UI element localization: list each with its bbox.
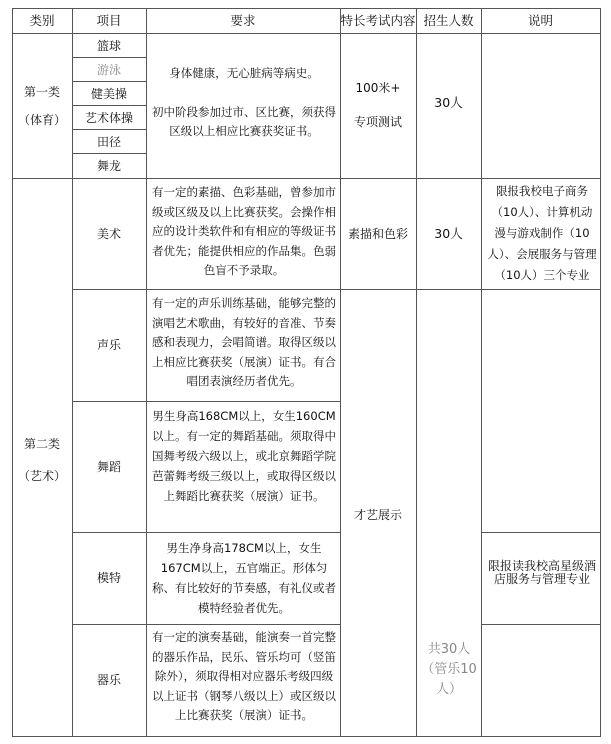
sports-item-rhythmic-gymnastics: 艺术体操 — [84, 110, 133, 125]
art-exam: 素描和色彩 — [347, 226, 408, 241]
dance-requirement: 男生身高168CM以上，女生160CM以上。有一定的舞蹈基础。须取得中国舞考级六级以上，或北京舞蹈学院芭蕾舞考级三级以上，或取得区级以上舞蹈比赛获奖（展演）证书。 — [152, 409, 336, 503]
rule-col5 — [481, 8, 482, 737]
arts-category-line2: （艺术） — [17, 469, 66, 483]
art-requirement: 有一定的素描、色彩基础，曾参加市级或区级及以上比赛获奖。会操作相应的设计类软件和有相应的等级证书者优先；能提供相应的作品集。色弱色盲不予录取。 — [152, 185, 336, 277]
model-item: 模特 — [96, 571, 121, 585]
sports-req-p1: 身体健康，无心脏病等病史。 — [169, 66, 319, 80]
rule-bottom — [12, 736, 600, 737]
sports-item-aerobics: 健美操 — [90, 86, 127, 101]
header-enroll: 招生人数 — [423, 12, 474, 28]
sports-exam — [340, 70, 416, 140]
rule-art-bottom — [72, 289, 600, 290]
header-exam: 特长考试内容 — [340, 12, 416, 28]
header-item: 项目 — [96, 12, 122, 28]
rule-right — [600, 8, 601, 737]
rule-note-mid — [481, 532, 600, 533]
instrument-item: 器乐 — [96, 673, 121, 687]
header-category: 类别 — [29, 12, 55, 28]
sports-exam-line2: 专项测试 — [353, 115, 402, 129]
model-note: 限报读我校高星级酒店服务与管理专业 — [487, 559, 596, 586]
shared-enroll: 共30人（管乐10人） — [421, 642, 477, 697]
art-item: 美术 — [96, 226, 121, 241]
dance-item: 舞蹈 — [96, 459, 121, 474]
arts-category-line1: 第二类 — [23, 437, 60, 451]
sports-item-swimming: 游泳 — [96, 62, 121, 77]
sports-req-p2: 初中阶段参加过市、区比赛，须获得区级以上相应比赛获奖证书。 — [152, 104, 336, 138]
sports-category-line1: 第一类 — [23, 84, 60, 99]
vocal-requirement: 有一定的声乐训练基础，能够完整的演唱艺术歌曲，有较好的音准、节奏感和表现力，会唱简谱。取得区级以上相应比赛获奖（展演）证书。有合唱团表演经历者优先。 — [152, 296, 336, 388]
sports-category-line2: （体育） — [17, 112, 66, 127]
sports-item-track-field: 田径 — [96, 134, 121, 149]
rule-col4 — [416, 8, 417, 737]
talent-show-exam: 才艺展示 — [353, 508, 402, 522]
rule-col2 — [146, 8, 147, 737]
sports-item-dragon-dance: 舞龙 — [96, 159, 121, 173]
sports-requirement — [150, 64, 338, 142]
vocal-item: 声乐 — [96, 338, 121, 352]
sports-exam-line1: 100米+ — [355, 81, 401, 95]
rule-note-mid2 — [481, 624, 600, 625]
art-note: 限报我校电子商务（10人）、计算机动漫与游戏制作（10人）、会展服务与管理（10人）三个专业 — [487, 184, 597, 282]
sports-enroll: 30人 — [434, 95, 463, 110]
art-enroll: 30人 — [434, 225, 463, 241]
instrument-requirement: 有一定的演奏基础，能演奏一首完整的器乐作品，民乐、管乐均可（竖笛除外），须取得相对应器乐考级四级以上证书（钢琴八级以上）或区级以上比赛获奖（展演）证书。 — [152, 630, 336, 722]
arts-category — [12, 420, 72, 500]
sports-category — [12, 33, 72, 178]
header-requirement: 要求 — [230, 12, 256, 28]
sports-item-basketball: 篮球 — [96, 38, 121, 53]
model-requirement: 男生净身高178CM以上，女生167CM以上，五官端正。形体匀称、有比较好的节奏感，有礼仪或者模特经验者优先。 — [152, 541, 336, 615]
header-note: 说明 — [527, 12, 553, 28]
